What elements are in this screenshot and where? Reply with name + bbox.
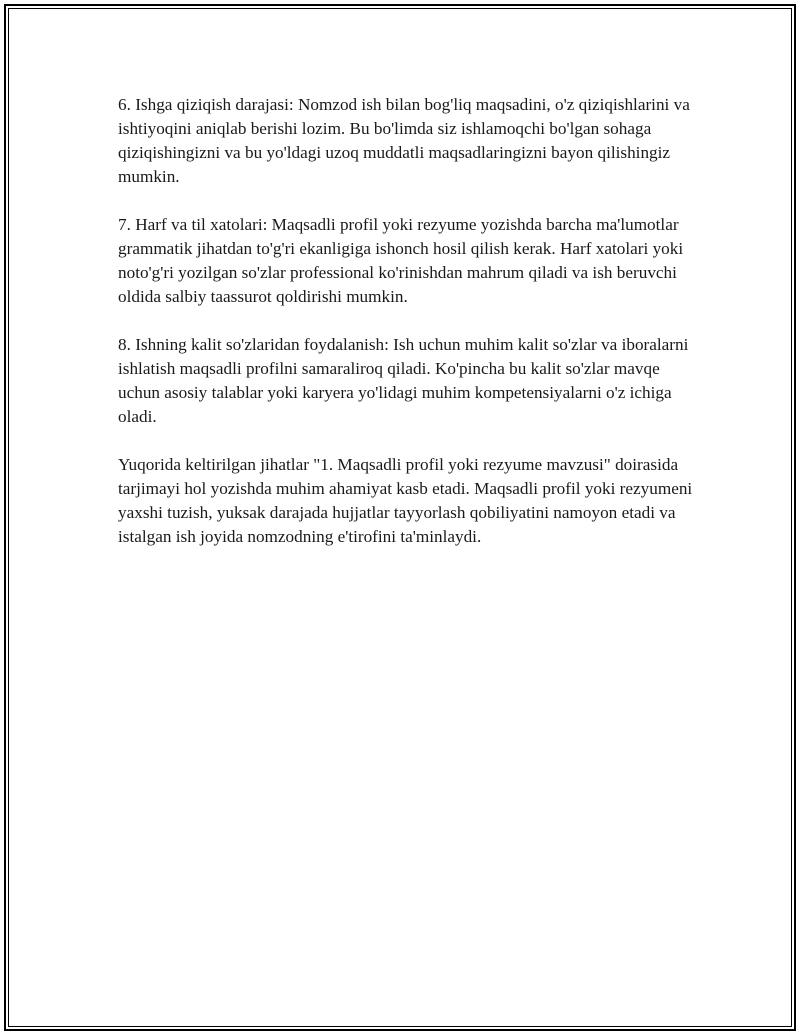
paragraph-keywords: 8. Ishning kalit so'zlaridan foydalanish: Ish uchun muhim kalit so'zlar va iboralarni ishlatish maqsadli profilni samaraliroq qiladi. Ko'pincha bu kalit so'zlar mavqe uchun asosiy talablar yoki karyera yo'lidagi muhim kompetensiyalarni o'z ichiga oladi. — [118, 335, 689, 426]
paragraph-spelling-errors: 7. Harf va til xatolari: Maqsadli profil yoki rezyume yozishda barcha ma'lumotlar grammatik jihatdan to'g'ri ekanligiga ishonch hosil qilish kerak. Harf xatolari yoki noto'g'ri yozilgan so'zlar professional ko'rinishdan mahrum qiladi va ish beruvchi oldida salbiy taassurot qoldirishi mumkin. — [118, 215, 684, 306]
paragraph-interest-level: 6. Ishga qiziqish darajasi: Nomzod ish bilan bog'liq maqsadini, o'z qiziqishlarini va ishtiyoqini aniqlab berishi lozim. Bu bo'limda siz ishlamoqchi bo'lgan sohaga qiziqishingizni va bu yo'ldagi uzoq muddatli maqsadlaringizni bayon qilishingiz mumkin. — [118, 95, 690, 186]
paragraph-conclusion: Yuqorida keltirilgan jihatlar "1. Maqsadli profil yoki rezyume mavzusi" doirasida tarjimayi hol yozishda muhim ahamiyat kasb etadi. Maqsadli profil yoki rezyumeni yaxshi tuzish, yuksak darajada hujjatlar tayyorlash qobiliyatini namoyon etadi va istalgan ish joyida nomzodning e'tirofini ta'minlaydi. — [118, 455, 693, 546]
document-body — [118, 93, 698, 573]
